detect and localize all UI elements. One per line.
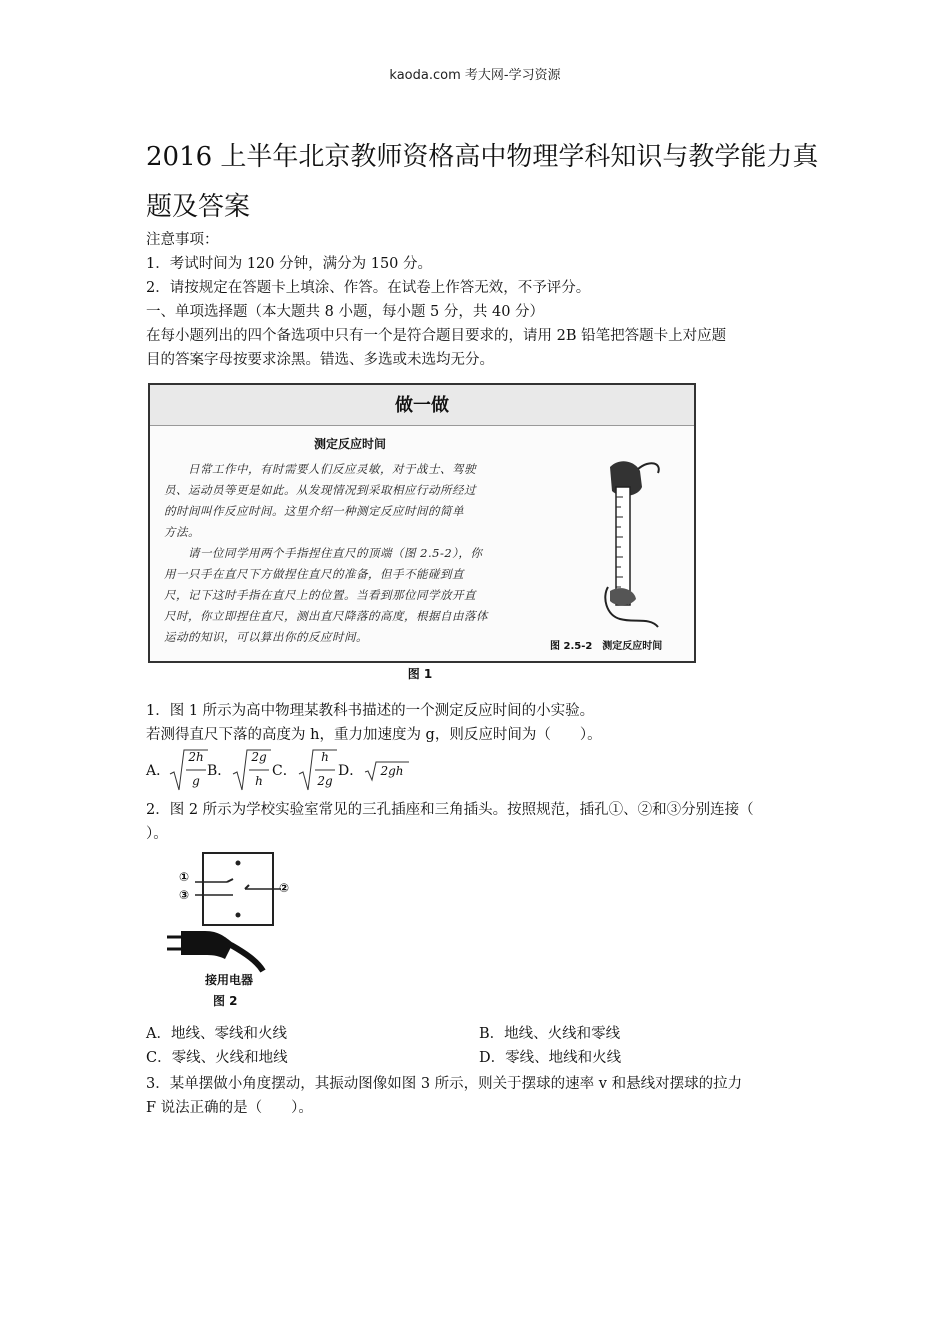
q2-option-a: A．地线、零线和火线 (146, 1026, 287, 1042)
q3-line-2: F 说法正确的是（ ）。 (146, 1100, 313, 1116)
title-line-1: 2016 上半年北京教师资格高中物理学科知识与教学能力真 (146, 142, 819, 172)
q1-option-b-label: B． (207, 763, 232, 779)
q1-option-b-numerator: 2g (251, 750, 267, 764)
q2-line-1: 2．图 2 所示为学校实验室常见的三孔插座和三角插头。按照规范，插孔①、②和③分别连接（ (146, 802, 754, 818)
section1-instruction-2: 目的答案字母按要求涂黑。错选、多选或未选均无分。 (146, 352, 494, 368)
figure-2 (165, 851, 295, 1009)
q1-option-b-denominator: h (255, 774, 263, 788)
notice-heading: 注意事项： (146, 232, 219, 248)
q1-option-c-denominator: 2g (317, 774, 333, 788)
figure-1-subtitle: 测定反应时间 (313, 437, 386, 451)
page-header: kaoda.com 考大网-学习资源 (389, 68, 561, 83)
ruler-hands-illustration (580, 457, 670, 632)
figure-2-caption: 接用电器 (205, 973, 254, 987)
q1-option-d-expression: 2gh (380, 764, 404, 778)
q3-line-1: 3．某单摆做小角度摆动，其振动图像如图 3 所示，则关于摆球的速率 v 和悬线对摆球的拉力 (146, 1076, 743, 1092)
figure-2-marker-1: ① (179, 870, 190, 884)
figure-1-para2-line5: 运动的知识，可以算出你的反应时间。 (164, 630, 368, 644)
figure-1-para2-line4: 尺时，你立即捏住直尺，测出直尺降落的高度，根据自由落体 (164, 609, 488, 623)
q1-option-a-label: A． (146, 763, 171, 779)
figure-1-para1-line4: 方法。 (164, 525, 200, 539)
section1-heading: 一、单项选择题（本大题共 8 小题，每小题 5 分，共 40 分） (146, 304, 545, 320)
figure-1-frame (148, 383, 696, 663)
figure-2-label: 图 2 (213, 994, 238, 1008)
q1-option-c-numerator: h (321, 750, 329, 764)
q2-option-b: B．地线、火线和零线 (479, 1026, 621, 1042)
q2-line-2: ）。 (146, 826, 168, 842)
figure-1-banner (150, 385, 694, 426)
section1-instruction-1: 在每小题列出的四个备选项中只有一个是符合题目要求的，请用 2B 铅笔把答题卡上对应题 (146, 328, 727, 344)
title-line-2: 题及答案 (146, 192, 251, 222)
q2-option-c: C．零线、火线和地线 (146, 1050, 288, 1066)
figure-1-para2-line2: 用一只手在直尺下方做捏住直尺的准备，但手不能碰到直 (164, 567, 464, 581)
figure-1-caption: 图 2.5-2 测定反应时间 (550, 641, 663, 652)
figure-1-banner-title: 做一做 (395, 395, 449, 416)
notice-item-2: 2．请按规定在答题卡上填涂、作答。在试卷上作答无效，不予评分。 (146, 280, 591, 296)
q1-line-2: 若测得直尺下落的高度为 h，重力加速度为 g，则反应时间为（ ）。 (146, 727, 602, 743)
figure-2-marker-2: ② (279, 881, 290, 895)
figure-1 (146, 381, 694, 687)
q1-option-a-denominator: g (192, 774, 200, 788)
q1-option-a-numerator: 2h (188, 750, 204, 764)
figure-1-label: 图 1 (407, 667, 433, 681)
q1-option-d-label: D． (338, 763, 364, 779)
figure-1-para1-line2: 员、运动员等更是如此。从发现情况到采取相应行动所经过 (164, 483, 476, 497)
figure-1-para1-line3: 的时间叫作反应时间。这里介绍一种测定反应时间的简单 (164, 504, 464, 518)
q1-line-1: 1．图 1 所示为高中物理某教科书描述的一个测定反应时间的小实验。 (146, 703, 595, 719)
figure-1-para1-line1: 日常工作中，有时需要人们反应灵敏，对于战士、驾驶 (188, 462, 476, 476)
q1-option-c-label: C． (272, 763, 297, 779)
q2-option-d: D．零线、地线和火线 (479, 1050, 622, 1066)
figure-1-body (164, 459, 548, 648)
figure-1-para2-line3: 尺，记下这时手指在直尺上的位置。当看到那位同学放开直 (164, 588, 476, 602)
figure-2-marker-3: ③ (179, 888, 190, 902)
document-title (146, 132, 826, 232)
notice-item-1: 1．考试时间为 120 分钟，满分为 150 分。 (146, 256, 433, 272)
figure-1-para2-line1: 请一位同学用两个手指捏住直尺的顶端（图 2.5-2），你 (188, 546, 483, 560)
